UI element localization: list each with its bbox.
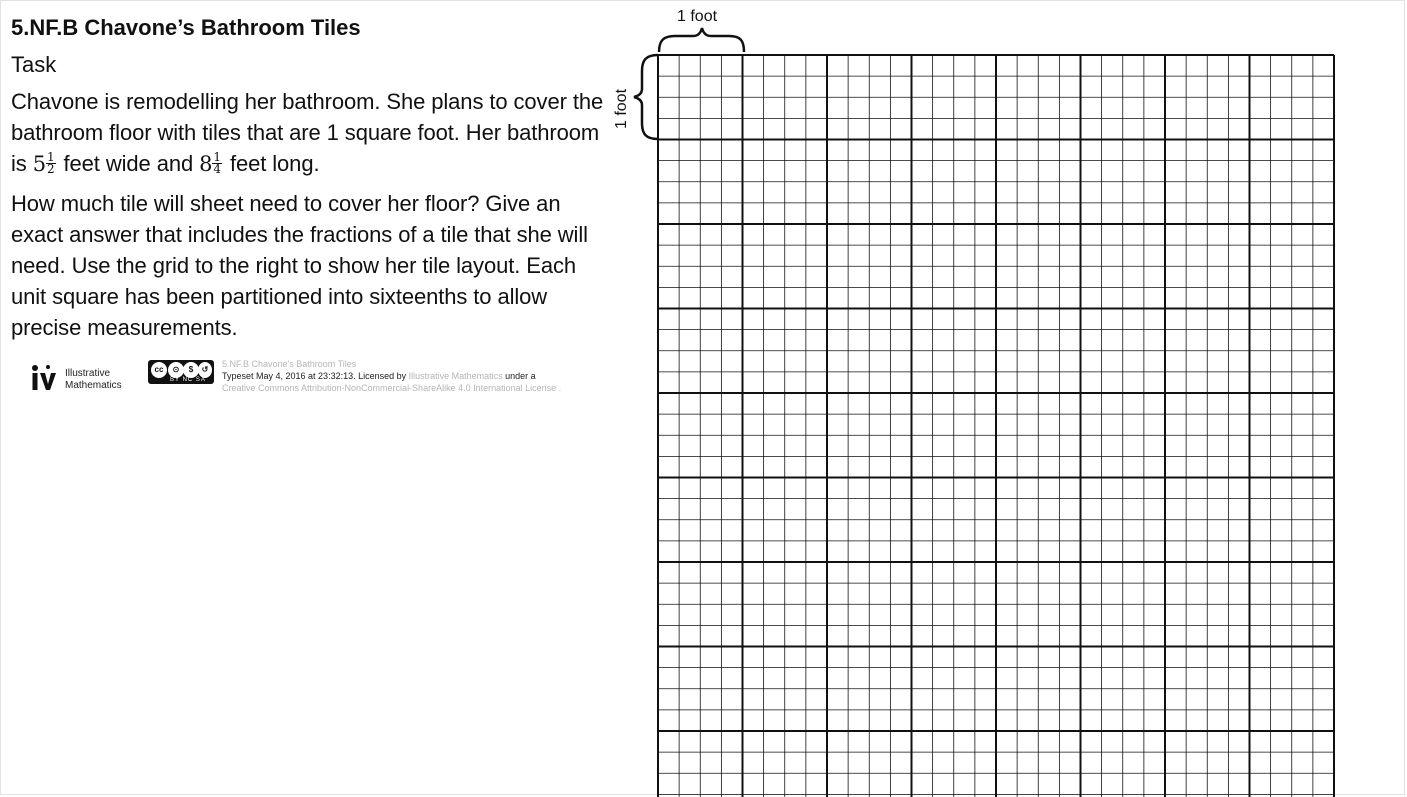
foot-grid-lines bbox=[658, 55, 1334, 797]
length-whole: 8 bbox=[199, 152, 213, 176]
tile-grid-area bbox=[600, 0, 1407, 797]
side-brace-icon bbox=[634, 55, 658, 139]
side-foot-label: 1 foot bbox=[613, 88, 630, 129]
typeset-line-2 bbox=[222, 370, 582, 382]
width-denominator: 2 bbox=[46, 161, 55, 176]
cc-badge-subtext: BY NC SA bbox=[170, 377, 206, 383]
top-foot-label: 1 foot bbox=[677, 8, 718, 25]
width-numerator: 1 bbox=[46, 149, 55, 164]
cc-symbol-icon: cc bbox=[151, 362, 167, 378]
length-numerator: 1 bbox=[213, 149, 221, 164]
illustrative-mathematics-logo-icon bbox=[31, 364, 63, 392]
problem-paragraph bbox=[11, 86, 611, 180]
length-denominator: 4 bbox=[213, 161, 221, 176]
typeset-info bbox=[222, 358, 582, 394]
problem-text-part1: Chavone is remodelling her bathroom. She plans to cover the bathroom floor with tiles that are 1 square foot. Her bathroom is bbox=[11, 89, 604, 176]
license-link[interactable]: Creative Commons Attribution-NonCommercial-ShareAlike 4.0 International License . bbox=[222, 383, 562, 393]
typeset-under: under a bbox=[502, 371, 536, 381]
top-brace-icon bbox=[659, 28, 744, 52]
creative-commons-badge-icon[interactable] bbox=[148, 360, 214, 384]
task-title: 5.NF.B Chavone’s Bathroom Tiles bbox=[11, 15, 361, 40]
section-heading: Task bbox=[11, 52, 57, 77]
nc-symbol-icon: $ bbox=[183, 362, 199, 378]
licensor-link[interactable]: Illustrative Mathematics bbox=[408, 371, 503, 381]
logo-line-2: Mathematics bbox=[65, 380, 122, 391]
logo-line-1: Illustrative bbox=[65, 368, 111, 379]
sa-symbol-icon: ↺ bbox=[198, 362, 212, 378]
typeset-date: Typeset May 4, 2016 at 23:32:13. Licensed by bbox=[222, 371, 409, 381]
problem-text-part3: feet long. bbox=[223, 151, 320, 176]
question-paragraph: How much tile will sheet need to cover her floor? Give an exact answer that includes the fractions of a tile that she will need. Use the grid to the right to show her tile layout. Each unit square has been partitioned into sixteenths to allow precise measurements. bbox=[11, 191, 588, 340]
illustrative-mathematics-wordmark bbox=[65, 368, 122, 392]
width-fraction bbox=[46, 149, 56, 176]
length-fraction bbox=[212, 149, 222, 176]
tile-grid[interactable] bbox=[600, 0, 1407, 797]
width-whole: 5 bbox=[32, 152, 46, 176]
problem-text-part2: feet wide and bbox=[57, 151, 200, 176]
typeset-line-1: 5.NF.B Chavone's Bathroom Tiles bbox=[222, 359, 357, 369]
by-symbol-icon: ⊙ bbox=[168, 362, 184, 378]
task-text-column bbox=[11, 14, 611, 343]
license-footer bbox=[31, 358, 591, 398]
